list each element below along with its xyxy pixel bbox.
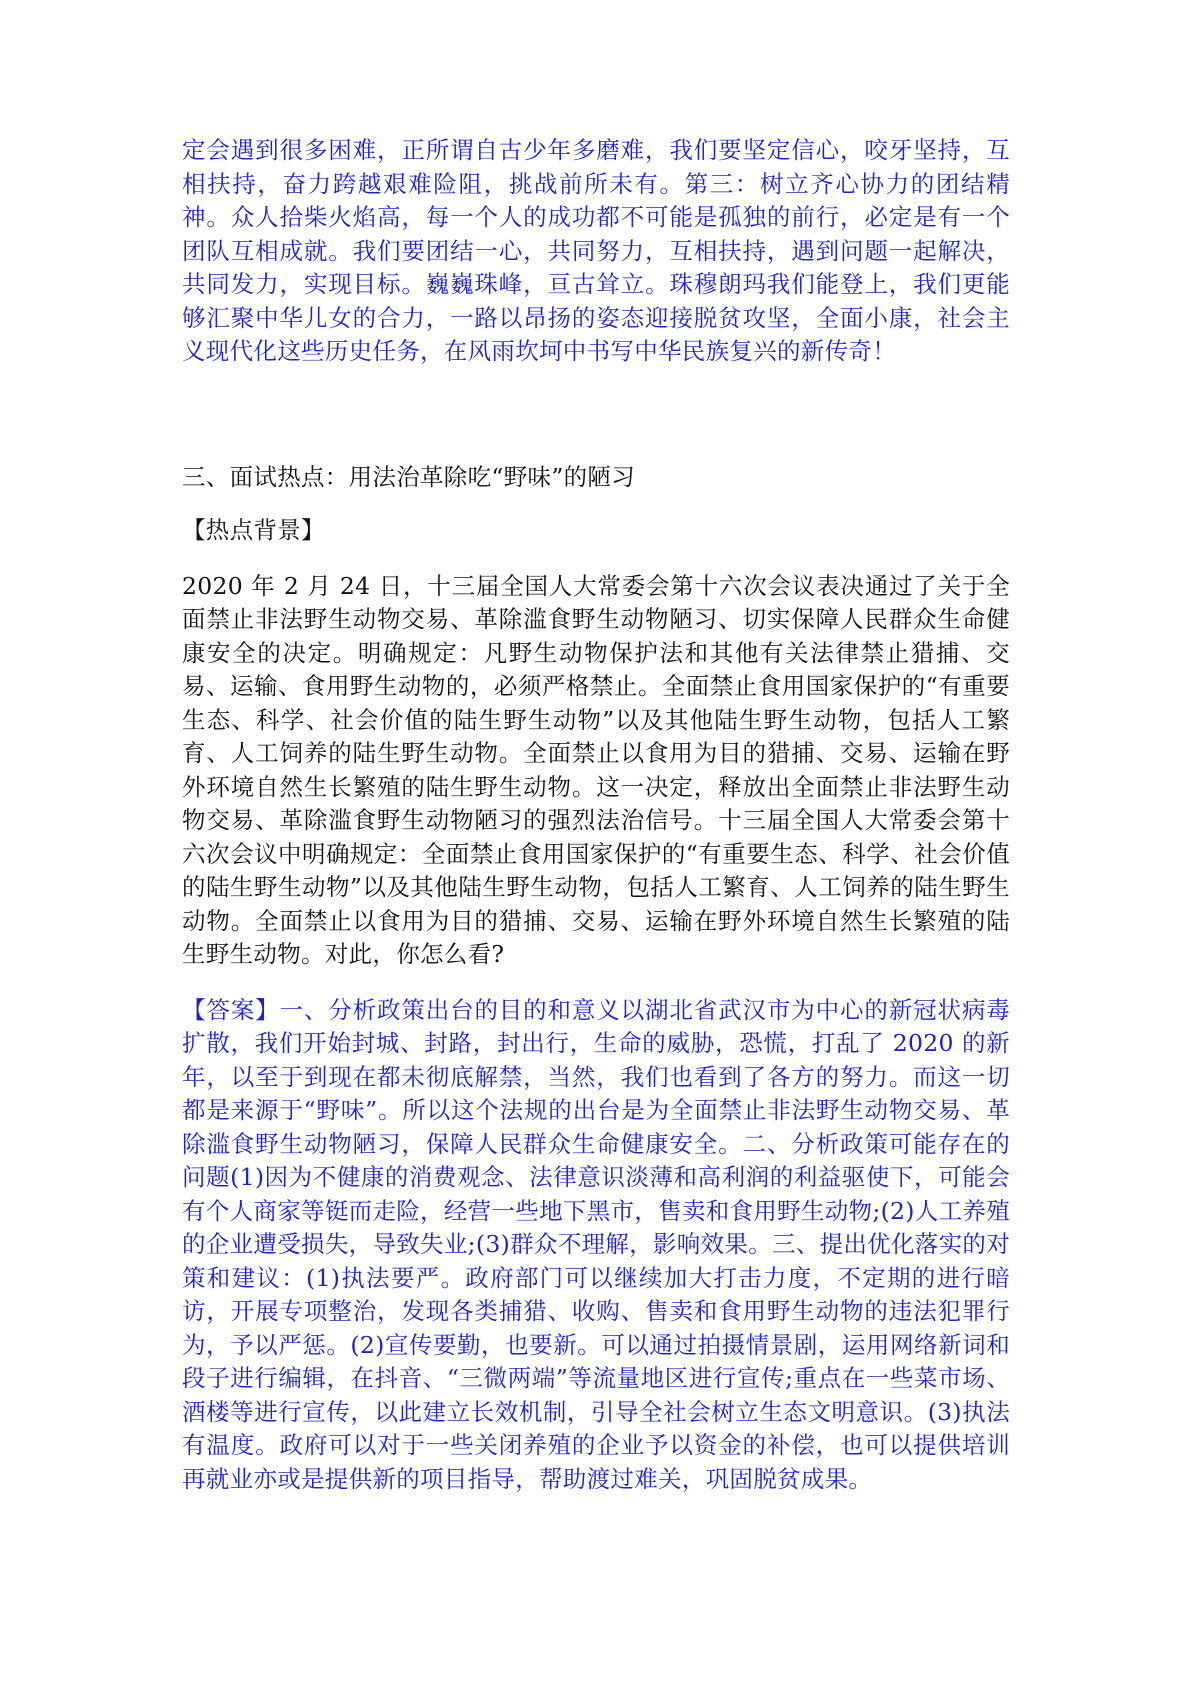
page-content: [182, 134, 1010, 1496]
answer-text: 一、分析政策出台的目的和意义以湖北省武汉市为中心的新冠状病毒扩散，我们开始封城、封路，封出行，生命的威胁，恐慌，打乱了 2020 的新年，以至于到现在都未彻底解禁，当然，我们也看到了各方的努力。而这一切都是来源于“野味”。所以这个法规的出台是为全面禁止非法野生动物交易、革除滥食野生动物陋习，保障人民群众生命健康安全。二、分析政策可能存在的问题(1)因为不健康的消费观念、法律意识淡薄和高利润的利益驱使下，可能会有个人商家等铤而走险，经营一些地下黑市，售卖和食用野生动物;(2)人工养殖的企业遭受损失，导致失业;(3)群众不理解，影响效果。三、提出优化落实的对策和建议：(1)执法要严。政府部门可以继续加大打击力度，不定期的进行暗访，开展专项整治，发现各类捕猎、收购、售卖和食用野生动物的违法犯罪行为，予以严惩。(2)宣传要勤，也要新。可以通过拍摄情景剧，运用网络新词和段子进行编辑，在抖音、“三微两端”等流量地区进行宣传;重点在一些菜市场、酒楼等进行宣传，以此建立长效机制，引导全社会树立生态文明意识。(3)执法有温度。政府可以对于一些关闭养殖的企业予以资金的补偿，也可以提供培训再就业亦或是提供新的项目指导，帮助渡过难关，巩固脱贫成果。: [182, 995, 1011, 1493]
background-label: 【热点背景】: [182, 516, 325, 544]
background-paragraph: 2020 年 2 月 24 日，十三届全国人大常委会第十六次会议表决通过了关于全面禁止非法野生动物交易、革除滥食野生动物陋习、切实保障人民群众生命健康安全的决定。明确规定：凡野生动物保护法和其他有关法律禁止猎捕、交易、运输、食用野生动物的，必须严格禁止。全面禁止食用国家保护的“有重要生态、科学、社会价值的陆生野生动物”以及其他陆生野生动物，包括人工繁育、人工饲养的陆生野生动物。全面禁止以食用为目的猎捕、交易、运输在野外环境自然生长繁殖的陆生野生动物。这一决定，释放出全面禁止非法野生动物交易、革除滥食野生动物陋习的强烈法治信号。十三届全国人大常委会第十六次会议中明确规定：全面禁止食用国家保护的“有重要生态、科学、社会价值的陆生野生动物”以及其他陆生野生动物，包括人工繁育、人工饲养的陆生野生动物。全面禁止以食用为目的猎捕、交易、运输在野外环境自然生长繁殖的陆生野生动物。对此，你怎么看?: [182, 571, 1010, 968]
answer-paragraph: [182, 994, 1010, 1497]
answer-label: 【答案】: [182, 995, 280, 1024]
section-heading: 三、面试热点：用法治革除吃“野味”的陋习: [182, 462, 636, 491]
continued-answer-paragraph: 定会遇到很多困难，正所谓自古少年多磨难，我们要坚定信心，咬牙坚持，互相扶持，奋力跨越艰难险阻，挑战前所未有。第三：树立齐心协力的团结精神。众人拾柴火焰高，每一个人的成功都不可能是孤独的前行，必定是有一个团队互相成就。我们要团结一心，共同努力，互相扶持，遇到问题一起解决，共同发力，实现目标。巍巍珠峰，亘古耸立。珠穆朗玛我们能登上，我们更能够汇聚中华儿女的合力，一路以昂扬的姿态迎接脱贫攻坚，全面小康，社会主义现代化这些历史任务，在风雨坎坷中书写中华民族复兴的新传奇！: [182, 136, 1010, 365]
